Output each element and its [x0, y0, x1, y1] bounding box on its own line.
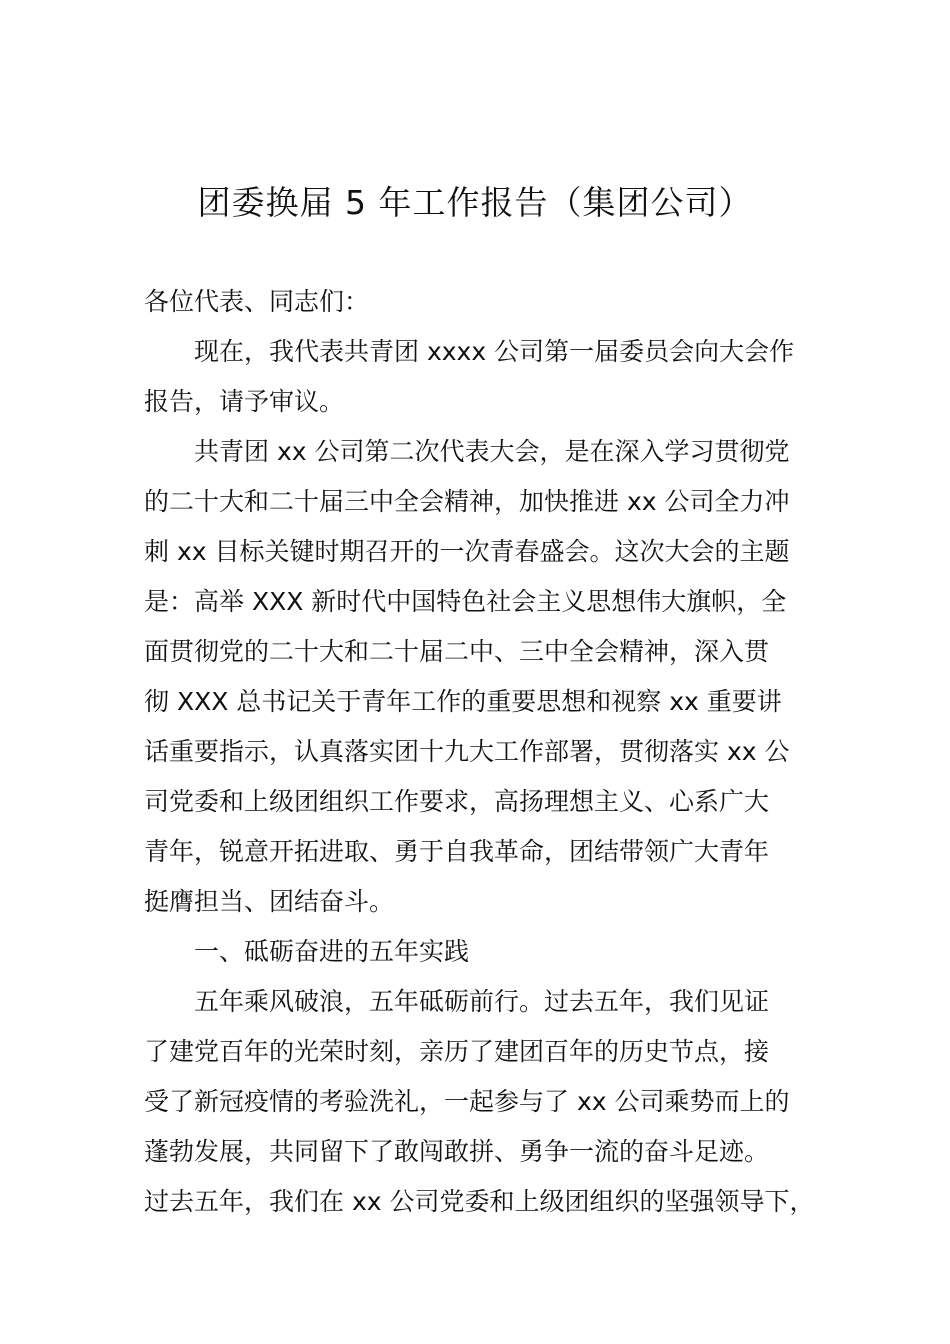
paragraph-line: 青年，锐意开拓进取、勇于自我革命，团结带领广大青年: [144, 837, 770, 866]
paragraph-line: 的二十大和二十届三中全会精神，加快推进 xx 公司全力冲: [144, 487, 790, 516]
salutation-line: 各位代表、同志们：: [144, 287, 370, 316]
section-heading: 一、砥砺奋进的五年实践: [194, 937, 470, 966]
paragraph-line: 面贯彻党的二十大和二十届二中、三中全会精神，深入贯: [144, 637, 770, 666]
paragraph-line: 报告，请予审议。: [144, 387, 345, 416]
document-body: [144, 277, 814, 1227]
paragraph-line: 过去五年，我们在 xx 公司党委和上级团组织的坚强领导下，: [144, 1187, 815, 1216]
paragraph-line: 共青团 xx 公司第二次代表大会，是在深入学习贯彻党: [194, 437, 790, 466]
paragraph-line: 挺膺担当、团结奋斗。: [144, 887, 395, 916]
paragraph-line: 蓬勃发展，共同留下了敢闯敢拼、勇争一流的奋斗足迹。: [144, 1137, 770, 1166]
document-title: 团委换届 5 年工作报告（集团公司）: [197, 183, 753, 222]
paragraph-line: 现在，我代表共青团 xxxx 公司第一届委员会向大会作: [194, 337, 795, 366]
paragraph-line: 受了新冠疫情的考验洗礼，一起参与了 xx 公司乘势而上的: [144, 1087, 790, 1116]
paragraph-line: 司党委和上级团组织工作要求，高扬理想主义、心系广大: [144, 787, 770, 816]
paragraph-line: 是：高举 XXX 新时代中国特色社会主义思想伟大旗帜，全: [144, 587, 787, 616]
paragraph-line: 话重要指示，认真落实团十九大工作部署，贯彻落实 xx 公: [144, 737, 790, 766]
paragraph-line: 刺 xx 目标关键时期召开的一次青春盛会。这次大会的主题: [144, 537, 790, 566]
paragraph-line: 五年乘风破浪，五年砥砺前行。过去五年，我们见证: [194, 987, 770, 1016]
paragraph-line: 彻 XXX 总书记关于青年工作的重要思想和视察 xx 重要讲: [144, 687, 782, 716]
paragraph-line: 了建党百年的光荣时刻，亲历了建团百年的历史节点，接: [144, 1037, 770, 1066]
